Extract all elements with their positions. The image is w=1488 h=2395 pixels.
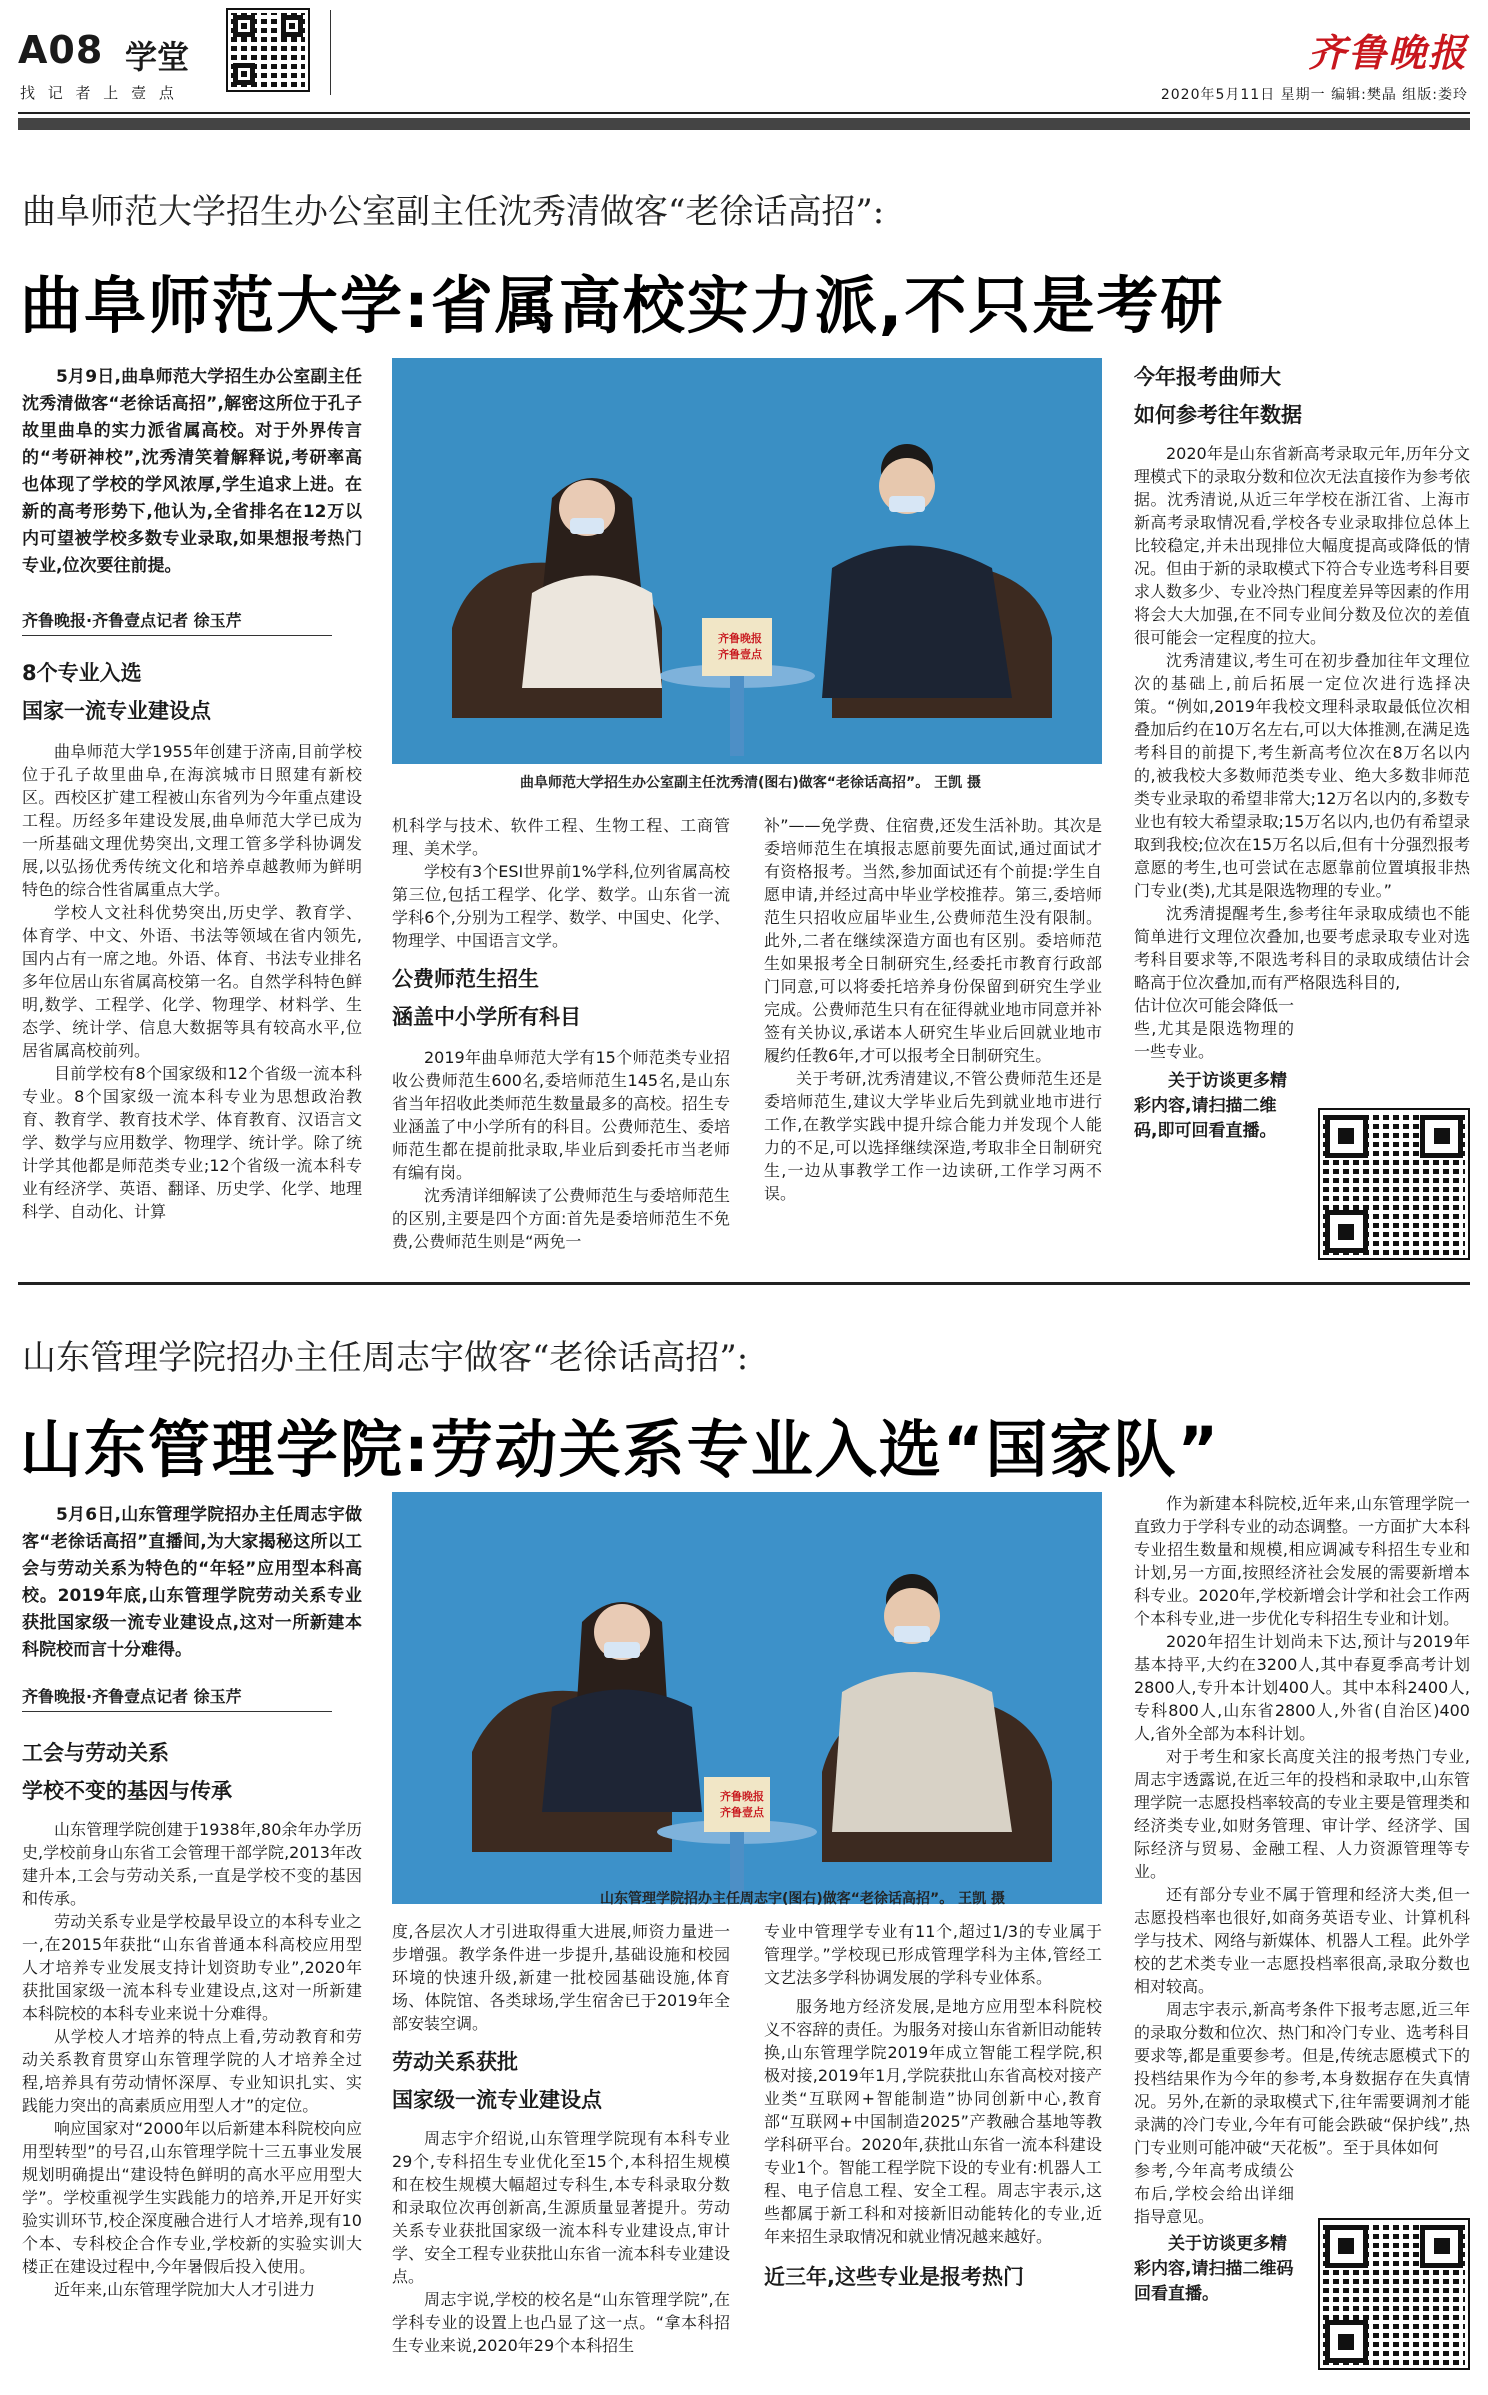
- issue-meta: 2020年5月11日 星期一 编辑:樊晶 组版:娄玲: [1160, 87, 1468, 103]
- article2-column-1: [22, 1734, 362, 2301]
- article1-subhead-a1: 8个专业入选: [22, 661, 142, 685]
- article2-paragraph: 山东管理学院创建于1938年,80余年办学历史,学校前身山东省工会管理干部学院,2013年改建升本,工会与劳动关系,一直是学校不变的基因和传承。: [22, 1820, 362, 1908]
- article1-subhead-b2: 涵盖中小学所有科目: [392, 1005, 581, 1029]
- article1-column-3: [764, 814, 1102, 1205]
- studio-sign-2: 齐鲁晚报 齐鲁壹点: [720, 1790, 764, 1819]
- article2-paragraph: 从学校人才培养的特点上看,劳动教育和劳动关系教育贯穿山东管理学院的人才培养全过程,培养具有劳动情怀深厚、专业知识扎实、实践能力突出的高素质应用型人才”的定位。: [22, 2027, 362, 2115]
- article2-subhead-b1: 劳动关系获批: [392, 2050, 518, 2074]
- header-divider: [330, 10, 331, 95]
- article1-kicker: 曲阜师范大学招生办公室副主任沈秀清做客“老徐话高招”:: [22, 192, 885, 232]
- article1-column-1: [22, 654, 362, 1223]
- article2-qr-code[interactable]: [1320, 2220, 1468, 2368]
- article2-paragraph: 2020年招生计划尚未下达,预计与2019年基本持平,大约在3200人,其中春夏季高考计划2800人,专升本计划400人。其中本科2400人,专科800人,山东省2800人,外省(自治区)400人,省外全部为本科计划。: [1134, 1632, 1470, 1743]
- article2-headline: 山东管理学院:劳动关系专业入选“国家队”: [20, 1413, 1221, 1486]
- article1-paragraph: 2020年是山东省新高考录取元年,历年分文理模式下的录取分数和位次无法直接作为参考依据。沈秀清说,从近三年学校在浙江省、上海市新高考录取情况看,学校各专业录取排位总体上比较稳定,并未出现排位大幅度提高或降低的情况。但由于新的录取模式下符合专业选考科目要求人数多少、专业冷热门程度差异等因素的作用将会大大加强,在不同专业间分数及位次的差值很可能会一定程度的拉大。: [1134, 444, 1471, 647]
- article2-subhead-a2: 学校不变的基因与传承: [22, 1779, 232, 1803]
- header-band: [18, 118, 1470, 130]
- article2-photo: [392, 1492, 1102, 1904]
- article2-photo-caption: 山东管理学院招办主任周志宇(图右)做客“老徐话高招”。 王凯 摄: [600, 1891, 1005, 1907]
- header-qr-code[interactable]: [228, 10, 308, 90]
- newspaper-logo: 齐鲁晚报: [1307, 30, 1468, 75]
- article1-paragraph: 学校有3个ESI世界前1%学科,位列省属高校第三位,包括工程学、化学、数学。山东省一流学科6个,分别为工程学、数学、中国史、化学、物理学、中国语言文学。: [392, 862, 730, 950]
- studio-interview-photo: [392, 358, 1102, 764]
- article1-paragraph: 沈秀清提醒考生,参考往年录取成绩也不能简单进行文理位次叠加,也要考虑录取专业对选考科目要求等,不限选考科目的录取成绩估计会略高于位次叠加,而有严格限选科目的,: [1134, 904, 1470, 992]
- article2-column-4: [1134, 1492, 1470, 2307]
- article1-qr-code[interactable]: [1320, 1110, 1468, 1258]
- article1-headline: 曲阜师范大学:省属高校实力派,不只是考研: [20, 269, 1225, 342]
- article2-paragraph: 作为新建本科院校,近年来,山东管理学院一直致力于学科专业的动态调整。一方面扩大本科专业招生数量和规模,相应调减专科招生专业和计划,另一方面,按照经济社会发展的需要新增本科专业。2020年,学校新增会计学和社会工作两个本科专业,进一步优化专科招生专业和计划。: [1134, 1494, 1471, 1628]
- article2-paragraph: 响应国家对“2000年以后新建本科院校向应用型转型”的号召,山东管理学院十三五事业发展规划明确提出“建设特色鲜明的高水平应用型大学”。学校重视学生实践能力的培养,开足开好实验实训环节,校企深度融合进行人才培养,现有10个本、专科校企合作专业,学校新的实验实训大楼正在建设过程中,今年暑假后投入使用。: [22, 2119, 362, 2276]
- article1-subhead-b1: 公费师范生招生: [392, 967, 539, 991]
- article2-paragraph: 周志宇表示,新高考条件下报考志愿,近三年的录取分数和位次、热门和冷门专业、选考科目要求等,都是重要参考。但是,传统志愿模式下的投档结果作为今年的参考,本身数据存在失真情况。另外,在新的录取模式下,往年需要调剂才能录满的冷门专业,今年有可能会跌破“保护线”,热门专业则可能冲破“天花板”。至于具体如何: [1134, 2000, 1471, 2157]
- article1-paragraph: 关于考研,沈秀清建议,不管公费师范生还是委培师范生,建议大学毕业后先到就业地市进行工作,在教学实践中提升综合能力并发现个人能力的不足,可以选择继续深造,考取非全日制研究生,一边从事教学工作一边读研,工作学习两不误。: [764, 1069, 1102, 1203]
- article1-photo-caption: 曲阜师范大学招生办公室副主任沈秀清(图右)做客“老徐话高招”。 王凯 摄: [520, 775, 981, 791]
- article1-paragraph: 沈秀清建议,考生可在初步叠加往年文理位次的基础上,前后拓展一定位次进行选择决策。“例如,2019年我校文理科录取最低位次相叠加后约在10万名左右,可以大体推测,在满足选考科目的前提下,考生新高考位次在8万名以内的,被我校大多数师范类专业、绝大多数非师范类专业录取的希望非常大;12万名以内的,多数专业也有较大希望录取;15万名以内,也仍有希望录取到我校;位次在15万名以后,但有十分强烈报考意愿的考生,也可尝试在志愿靠前位置填报非热门专业(类),尤其是限选物理的专业。”: [1134, 651, 1470, 900]
- article2-paragraph: 劳动关系专业是学校最早设立的本科专业之一,在2015年获批“山东省普通本科高校应用型人才培养专业发展支持计划资助专业”,2020年获批国家级一流本科专业建设点,这对一所新建本科院校的本科专业来说十分难得。: [22, 1912, 362, 2023]
- article1-column-4: [1134, 358, 1470, 1144]
- article2-kicker: 山东管理学院招办主任周志宇做客“老徐话高招”:: [22, 1338, 749, 1378]
- article1-paragraph: 目前学校有8个国家级和12个省级一流本科专业。8个国家级一流本科专业为思想政治教育、教育学、教育技术学、体育教育、汉语言文学、数学与应用数学、物理学、统计学。除了统计学其他都是师范类专业;12个省级一流本科专业有经济学、英语、翻译、历史学、化学、地理科学、自动化、计算: [22, 1064, 362, 1221]
- article1-paragraph: 2019年曲阜师范大学有15个师范类专业招收公费师范生600名,委培师范生145名,是山东省当年招收此类师范生数量最多的高校。招生专业涵盖了中小学所有的科目。公费师范生、委培师范生都在提前批录取,毕业后到委托市当老师有编有岗。: [392, 1048, 730, 1182]
- article2-paragraph: 周志宇说,学校的校名是“山东管理学院”,在学科专业的设置上也凸显了这一点。“拿本科招生专业来说,2020年29个本科招生: [392, 2290, 730, 2355]
- section-name: 学堂: [125, 38, 190, 76]
- article2-paragraph: 还有部分专业不属于管理和经济大类,但一志愿投档率也很好,如商务英语专业、计算机科学与技术、网络与新媒体、机器人工程。此外学校的艺术类专业一志愿投档率很高,录取分数也相对较高。: [1134, 1885, 1471, 1996]
- article-separator: [18, 1282, 1470, 1285]
- article1-paragraph: 机科学与技术、软件工程、生物工程、工商管理、美术学。: [392, 816, 730, 858]
- article2-paragraph: 周志宇介绍说,山东管理学院现有本科专业29个,专科招生专业优化至15个,本科招生规模和在校生规模大幅超过专科生,本专科录取分数和录取位次再创新高,生源质量显著提升。劳动关系专业获批国家级一流本科专业建设点,审计学、安全工程专业获批山东省一流本科专业建设点。: [392, 2129, 730, 2286]
- article2-qr-text: 关于访谈更多精彩内容,请扫描二维码回看直播。: [1134, 2234, 1294, 2304]
- article2-paragraph: 度,各层次人才引进取得重大进展,师资力量进一步增强。教学条件进一步提升,基础设施和校园环境的快速升级,新建一批校园基础设施,体育场、体院馆、各类球场,学生宿舍已于2019年全部安装空调。: [392, 1922, 730, 2033]
- article1-paragraph: 沈秀清详细解读了公费师范生与委培师范生的区别,主要是四个方面:首先是委培师范生不免费,公费师范生则是“两免一: [392, 1186, 730, 1251]
- article2-column-2: [392, 1920, 730, 2357]
- article1-paragraph: 补”——免学费、住宿费,还发生活补助。其次是委培师范生在填报志愿前要先面试,通过面试才有资格报考。当然,参加面试还有个前提:学生自愿申请,并经过高中毕业学校推荐。第三,委培师范生只招收应届毕业生,公费师范生没有限制。此外,二者在继续深造方面也有区别。委培师范生如果报考全日制研究生,经委托市教育行政部门同意,可以将委托培养身份保留到研究生学业完成。公费师范生只有在征得就业地市同意并补签有关协议,承诺本人研究生毕业后回就业地市履约任教6年,才可以报考全日制研究生。: [764, 816, 1102, 1065]
- article2-column-3: [764, 1920, 1102, 2296]
- article2-paragraph: 近年来,山东管理学院加大人才引进力: [54, 2280, 316, 2299]
- article2-byline: 齐鲁晚报·齐鲁壹点记者 徐玉芹: [22, 1684, 332, 1712]
- article2-subhead-c1: 近三年,这些专业是报考热门: [764, 2265, 1024, 2289]
- page-number: A08: [18, 28, 104, 72]
- article1-byline: 齐鲁晚报·齐鲁壹点记者 徐玉芹: [22, 608, 332, 636]
- article1-paragraph: 曲阜师范大学1955年创建于济南,目前学校位于孔子故里曲阜,在海滨城市日照建有新校区。西校区扩建工程被山东省列为今年重点建设工程。历经多年建设发展,曲阜师范大学已成为一所基础文理优势突出,文理工管多学科协调发展,以弘扬优秀传统文化和培养卓越教师为鲜明特色的综合性省属重点大学。: [22, 742, 362, 899]
- article2-lead: 5月6日,山东管理学院招办主任周志宇做客“老徐话高招”直播间,为大家揭秘这所以工会与劳动关系为特色的“年轻”应用型本科高校。2019年底,山东管理学院劳动关系专业获批国家级一流专业建设点,这对一所新建本科院校而言十分难得。: [22, 1505, 362, 1660]
- article1-lead: 5月9日,曲阜师范大学招生办公室副主任沈秀清做客“老徐话高招”,解密这所位于孔子故里曲阜的实力派省属高校。对于外界传言的“考研神校”,沈秀清笑着解释说,考研率高也体现了学校的学风浓厚,学生追求上进。在新的高考形势下,他认为,全省排名在12万以内可望被学校多数专业录取,如果想报考热门专业,位次要往前提。: [22, 367, 362, 576]
- studio-interview-photo-2: [392, 1492, 1102, 1904]
- studio-sign: 齐鲁晚报 齐鲁壹点: [718, 632, 762, 661]
- article2-subhead-a1: 工会与劳动关系: [22, 1741, 169, 1765]
- header-rule: [18, 112, 1470, 114]
- article1-photo: [392, 358, 1102, 764]
- article1-paragraph: 学校人文社科优势突出,历史学、教育学、体育学、中文、外语、书法等领域在省内领先,国内占有一席之地。外语、体育、书法专业排名多年位居山东省属高校第一名。自然学科特色鲜明,数学、工程学、化学、物理学、材料学、生态学、统计学、信息大数据等具有较高水平,位居省属高校前列。: [22, 903, 362, 1060]
- article1-column-2: [392, 814, 730, 1253]
- article2-subhead-b2: 国家级一流专业建设点: [392, 2088, 602, 2112]
- article2-paragraph: 参考,今年高考成绩公布后,学校会给出详细指导意见。: [1134, 2161, 1294, 2226]
- article1-qr-text: 关于访谈更多精彩内容,请扫描二维码,即可回看直播。: [1134, 1071, 1287, 1141]
- header-slogan: 找 记 者 上 壹 点: [20, 84, 178, 102]
- article1-subhead-c1: 今年报考曲师大: [1134, 365, 1281, 389]
- article1-subhead-a2: 国家一流专业建设点: [22, 699, 211, 723]
- article2-paragraph: 服务地方经济发展,是地方应用型本科院校义不容辞的责任。为服务对接山东省新旧动能转换,山东管理学院2019年成立智能工程学院,积极对接,2019年1月,学院获批山东省高校对接产业类“互联网+智能制造”协同创新中心,教育部“互联网+中国制造2025”产教融合基地等教学科研平台。2020年,获批山东省一流本科建设专业1个。智能工程学院下设的专业有:机器人工程、电子信息工程、安全工程。周志宇表示,这些都属于新工科和对接新旧动能转化的专业,近年来招生录取情况和就业情况越来越好。: [764, 1997, 1102, 2246]
- article2-paragraph: 对于考生和家长高度关注的报考热门专业,周志宇透露说,在近三年的投档和录取中,山东管理学院一志愿投档率较高的专业主要是管理类和经济类专业,如财务管理、审计学、经济学、国际经济与贸易、金融工程、人力资源管理等专业。: [1134, 1747, 1471, 1881]
- article1-subhead-c2: 如何参考往年数据: [1134, 403, 1302, 427]
- article1-paragraph: 估计位次可能会降低一些,尤其是限选物理的一些专业。: [1134, 996, 1295, 1061]
- article2-paragraph: 专业中管理学专业有11个,超过1/3的专业属于管理学。”学校现已形成管理学科为主体,管经工文艺法多学科协调发展的学科专业体系。: [764, 1922, 1102, 1987]
